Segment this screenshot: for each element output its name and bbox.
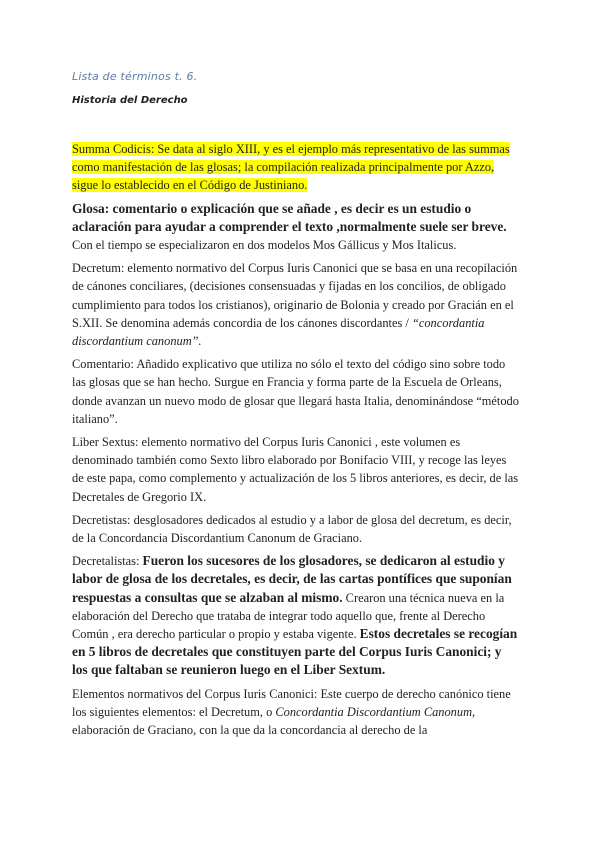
entry-glosa	[72, 200, 520, 255]
entry-liber-sextus: Liber Sextus: elemento normativo del Corpus Iuris Canonici , este volumen es denominado también como Sexto libro elaborado por Bonifacio VIII, y recoge las leyes de este papa, como complemento y actualización de los 5 libros anteriores, es decir, de las Decretales de Gregorio IX.	[72, 435, 519, 504]
elementos-italic: Concordantia Discordantium Canonum	[275, 704, 473, 719]
decretalistas-text: Crearon una técnica nueva en la elaboración del Derecho que trataba de integrar todo aquello que, frente al Derecho Común , era derecho particular o propio y estaba vigente.	[72, 590, 505, 642]
entry-decretum	[72, 259, 520, 350]
document-title: Lista de términos t. 6.	[72, 70, 198, 83]
entry-summa-codicis	[72, 140, 520, 195]
entry-comentario: Comentario: Añadido explicativo que utiliza no sólo el texto del código sino sobre todo las glosas que se han hecho. Surgue en Francia y forma parte de la Escuela de Orleans, donde avanzan un nuevo modo de glosar que llegará hasta Italia, denominándose “método italiano”.	[72, 357, 519, 426]
entry-decretalistas	[72, 552, 520, 679]
decretalistas-label: Decretalistas:	[72, 554, 143, 569]
decretalistas-bold-2: Estos decretales se recogían en 5 libros de decretales que constituyen parte del Corpus Iuris Canonici; y los que faltaban se reunieron luego en el Liber Sextum.	[72, 626, 518, 678]
glosa-extra: Con el tiempo se especializaron en dos modelos Mos Gállicus y Mos Italicus.	[72, 238, 457, 253]
decretalistas-bold-1: Fueron los sucesores de los glosadores, se dedicaron al estudio y labor de glosa de los decretales, es decir, de las cartas pontífices que suponían respuestas a consultas que se alzaban al mismo.	[72, 553, 512, 605]
document-subtitle: Historia del Derecho	[72, 95, 188, 106]
document-body	[72, 140, 520, 744]
elementos-text-1: Elementos normativos del Corpus Iuris Canonici: Este cuerpo de derecho canónico tiene los siguientes elementos: el Decretum, o	[72, 686, 511, 719]
decretum-italic: “concordantia discordantium canonum”.	[72, 315, 485, 349]
entry-decretistas: Decretistas: desglosadores dedicados al estudio y a labor de glosa del decretum, es decir, de la Concordancia Discordantium Canonum de Graciano.	[72, 512, 512, 546]
highlighted-text: Summa Codicis: Se data al siglo XIII, y es el ejemplo más representativo de las summas como manifestación de las glosas; la compilación realizada principalmente por Azzo, sigue lo establecido en el Código de Justiniano.	[72, 142, 510, 193]
glosa-definition: Glosa: comentario o explicación que se añade , es decir es un estudio o aclaración para ayudar a comprender el texto ,normalmente suele ser breve.	[72, 200, 507, 234]
decretum-text: Decretum: elemento normativo del Corpus Iuris Canonici que se basa en una recopilación de cánones conciliares, (decisiones consensuadas y fijadas en los concilios, de obligado cumplimiento para todos los cristianos), originario de Bolonia y creado por Gracián en el S.XII. Se denomina además concordia de los cánones discordantes /	[72, 261, 518, 330]
elementos-text-2: , elaboración de Graciano, con la que da la concordancia al derecho de la	[72, 704, 476, 738]
entry-elementos-normativos	[72, 685, 520, 740]
